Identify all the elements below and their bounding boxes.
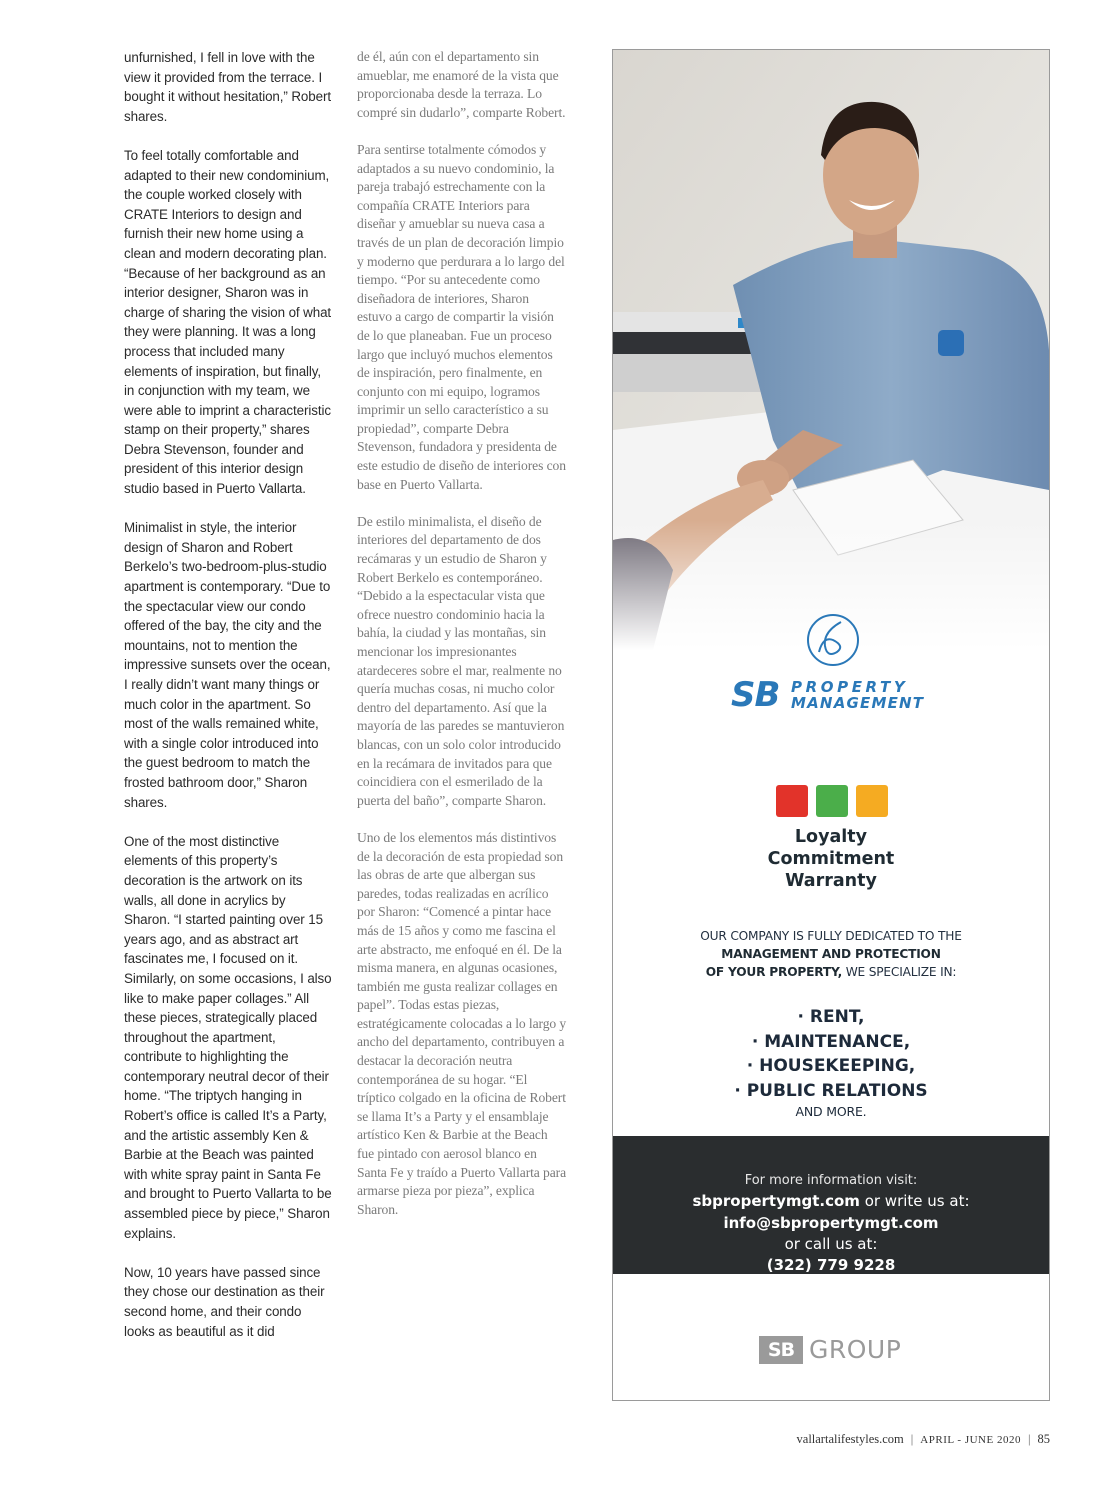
dedication-line-1: OUR COMPANY IS FULLY DEDICATED TO THE bbox=[700, 929, 962, 943]
service-item: · MAINTENANCE, bbox=[751, 1031, 911, 1052]
color-squares bbox=[776, 785, 888, 817]
sb-emblem-icon bbox=[803, 612, 863, 668]
dedication-line-2: MANAGEMENT AND PROTECTION bbox=[721, 947, 941, 961]
sb-property-ad bbox=[612, 49, 1050, 1401]
english-paragraph: One of the most distinctive elements of this property’s decoration is the artwork on its walls, all done in acrylics by Sharon. “I started painting over 15 years ago, and as abstract art fascinates me, I focused on it. Similarly, on some occasions, I also like to make paper collages.” All these pieces, strategically placed throughout the apartment, contribute to highlighting the contemporary neutral decor of their home. “The triptych hanging in Robert’s office is called It’s a Party, and the artistic assembly Ken & Barbie at the Beach was painted with white spray paint in Santa Fe and brought to Puerto Vallarta to be assembled piece by piece,” Sharon explains. bbox=[124, 833, 332, 1241]
article-column-spanish bbox=[357, 48, 567, 1238]
english-paragraph: unfurnished, I fell in love with the view it provided from the terrace. I bought it without hesitation,” Robert shares. bbox=[124, 50, 331, 124]
service-item: · RENT, bbox=[797, 1007, 865, 1027]
english-paragraph: To feel totally comfortable and adapted to their new condominium, the couple worked closely with CRATE Interiors to design and furnish their new home using a clean and modern decorating plan. “Because of her background as an interior designer, Sharon was in charge of sharing the vision of what they were planning. It was a long process that included many elements of inspiration, but finally, in conjunction with my team, we were able to imprint a characteristic stamp on their property,” shares Debra Stevenson, founder and president of this interior design studio based in Puerto Vallarta. bbox=[124, 147, 332, 497]
footer-site: vallartalifestyles.com bbox=[796, 1432, 904, 1446]
page-number: 85 bbox=[1037, 1432, 1050, 1446]
website-link[interactable]: sbpropertymgt.com bbox=[692, 1192, 860, 1210]
group-word: GROUP bbox=[809, 1335, 902, 1364]
orange-square-icon bbox=[856, 785, 888, 817]
value-loyalty: Loyalty bbox=[794, 827, 868, 847]
value-warranty: Warranty bbox=[785, 871, 877, 891]
advisor-handshake-photo bbox=[613, 50, 1049, 650]
group-sb-box: SB bbox=[759, 1336, 803, 1364]
logo-management-text: MANAGEMENT bbox=[791, 694, 925, 712]
service-item: · PUBLIC RELATIONS bbox=[734, 1080, 928, 1101]
english-paragraph: Minimalist in style, the interior design of Sharon and Robert Berkelo’s two-bedroom-plus-studio apartment is contemporary. “Due to the spectacular view our condo offered of the bay, the city and the mountains, not to mention the impressive sunsets over the ocean, I really didn’t want many things or much color in the apartment. So most of the walls remained white, with a single color introduced into the guest bedroom to match the frosted bathroom door,” Sharon shares. bbox=[124, 520, 331, 810]
article-column-english bbox=[124, 48, 334, 1361]
logo-sb-text: SB bbox=[731, 675, 780, 715]
spanish-paragraph: De estilo minimalista, el diseño de interiores del departamento de dos recámaras y un estudio de Sharon y Robert Berkelo es contemporáneo. “Debido a la espectacular vista que ofrece nuestro condominio hacia la bahía, la ciudad y las montañas, sin mencionar los impresionantes atardeceres sobre el mar, realmente no quería muchas cosas, ni mucho color dentro del departamento. Así que la mayoría de las paredes se mantuvieron blancas, con un solo color introducido en la recámara de invitados para que coincidiera con el esmerilado de la puerta del baño”, comparte Sharon. bbox=[357, 513, 565, 808]
english-paragraph: Now, 10 years have passed since they chose our destination as their second home, and their condo looks as beautiful as it did bbox=[124, 1264, 325, 1339]
spanish-paragraph: de él, aún con el departamento sin amueblar, me enamoré de la vista que proporcionaba desde la terraza. Lo compré sin dudarlo”, comparte Robert. bbox=[357, 49, 566, 120]
red-square-icon bbox=[776, 785, 808, 817]
call-us-text: or call us at: bbox=[784, 1235, 878, 1253]
spanish-paragraph: Para sentirse totalmente cómodos y adaptados a su nuevo condominio, la pareja trabajó estrechamente con la compañía CRATE Interiors para diseñar y amueblar su nueva casa a través de un plan de decoración limpio y moderno que perdurara a lo largo del tiempo. “Por su antecedente como diseñadora de interiores, Sharon estuvo a cargo de compartir la visión de lo que planeaban. Fue un proceso largo que incluyó muchos elementos de inspiración, pero finalmente, en conjunto con mi equipo, logramos imprimir un sello característico a su propiedad”, comparte Debra Stevenson, fundadora y presidenta de este estudio de diseño de interiores con base en Puerto Vallarta. bbox=[357, 141, 566, 492]
dedication-line-3-bold: OF YOUR PROPERTY, bbox=[705, 965, 843, 979]
footer-issue: APRIL - JUNE 2020 bbox=[920, 1434, 1021, 1446]
email-link[interactable]: info@sbpropertymgt.com bbox=[723, 1214, 939, 1232]
phone-number: (322) 779 9228 bbox=[766, 1256, 896, 1274]
value-commitment: Commitment bbox=[767, 849, 895, 869]
contact-info bbox=[613, 1170, 1049, 1276]
dedication-line-3-rest: WE SPECIALIZE IN: bbox=[842, 965, 957, 979]
contact-intro: For more information visit: bbox=[744, 1173, 918, 1188]
services-more: AND MORE. bbox=[795, 1104, 867, 1119]
service-item: · HOUSEKEEPING, bbox=[746, 1056, 916, 1076]
green-square-icon bbox=[816, 785, 848, 817]
page-footer: vallartalifestyles.com | APRIL - JUNE 2020 | 85 bbox=[796, 1432, 1050, 1446]
services-list bbox=[613, 1005, 1049, 1121]
spanish-paragraph: Uno de los elementos más distintivos de la decoración de esta propiedad son las obras de arte que albergan sus paredes, todas realizadas en acrílico por Sharon: “Comencé a pintar hace más de 15 años y como me fascina el arte abstracto, me enfoqué en él. De la misma manera, en algunas ocasiones, también me gusta realizar collages en papel”. Todas estas piezas, estratégicamente colocadas a lo largo y ancho del departamento, contribuyen a destacar la decoración neutra contemporánea de su hogar. “El tríptico colgado en la oficina de Robert se llama It’s a Party y el ensamblaje artístico Ken & Barbie at the Beach fue pintado con aerosol blanco en Santa Fe y traído a Puerto Vallarta para armarse pieza por pieza”, explica Sharon. bbox=[357, 829, 567, 1217]
write-us-text: or write us at: bbox=[859, 1192, 970, 1210]
logo-property-text: PROPERTY bbox=[791, 678, 909, 696]
dedication-statement bbox=[613, 927, 1049, 981]
company-values bbox=[613, 826, 1049, 892]
